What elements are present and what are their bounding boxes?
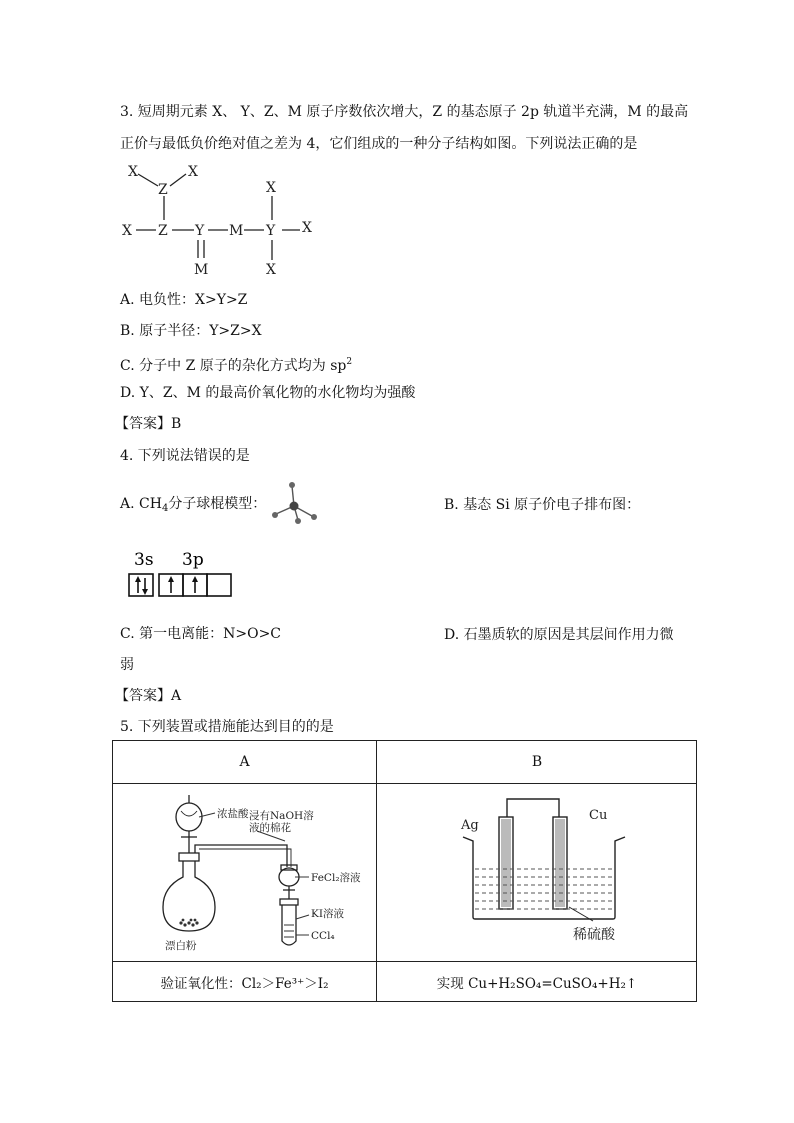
label-ki: KI溶液 bbox=[311, 908, 344, 920]
molecular-structure-diagram bbox=[118, 160, 328, 280]
orbital-label-3p: 3p bbox=[182, 550, 204, 570]
subscript: 4 bbox=[161, 503, 169, 514]
q3-option-d: D. Y、Z、M 的最高价氧化物的水化物均为强酸 bbox=[120, 385, 416, 401]
q4-option-a-prefix: A. CH bbox=[120, 496, 162, 512]
label-ccl4: CCl₄ bbox=[311, 930, 335, 942]
q3-option-a: A. 电负性：X>Y>Z bbox=[120, 292, 248, 308]
q3-answer: 【答案】B bbox=[115, 416, 182, 432]
q3-option-b: B. 原子半径：Y>Z>X bbox=[120, 323, 262, 339]
label-naoh-cotton-1: 浸有NaOH溶 bbox=[249, 810, 314, 822]
label-bleaching-powder: 漂白粉 bbox=[165, 940, 197, 952]
q4-option-a bbox=[120, 494, 266, 519]
ch4-ball-stick-model bbox=[268, 478, 324, 524]
q3-option-c-text: C. 分子中 Z 原子的杂化方式均为 sp bbox=[120, 358, 347, 374]
table-header-a: A bbox=[239, 754, 250, 770]
atom-y: Y bbox=[195, 223, 205, 239]
label-dilute-sulfuric-acid: 稀硫酸 bbox=[573, 927, 615, 943]
q5-stem: 5. 下列装置或措施能达到目的的是 bbox=[120, 719, 334, 735]
atom-z: Z bbox=[158, 182, 168, 198]
chlorine-apparatus-diagram bbox=[153, 791, 361, 961]
q3-stem-line1: 3. 短周期元素 X、 Y、Z、M 原子序数依次增大，Z 的基态原子 2p 轨道半充满，M 的最高 bbox=[120, 104, 689, 120]
q4-option-a-suffix: 分子球棍模型： bbox=[168, 496, 267, 512]
atom-x: X bbox=[122, 223, 132, 239]
q5-table bbox=[112, 740, 697, 1002]
q3-option-c bbox=[120, 352, 352, 376]
orbital-label-3s: 3s bbox=[134, 550, 154, 570]
atom-x: X bbox=[266, 262, 276, 278]
atom-m: M bbox=[194, 262, 209, 278]
q4-option-d-cont: 弱 bbox=[120, 657, 134, 673]
atom-z: Z bbox=[158, 223, 168, 239]
q4-option-b: B. 基态 Si 原子价电子排布图： bbox=[444, 497, 641, 513]
superscript: 2 bbox=[346, 357, 353, 367]
si-orbital-diagram bbox=[126, 548, 236, 600]
q4-option-c: C. 第一电离能：N>O>C bbox=[120, 626, 282, 642]
label-naoh-cotton-2: 液的棉花 bbox=[249, 822, 291, 834]
label-ag: Ag bbox=[461, 818, 479, 833]
atom-x: X bbox=[266, 180, 276, 196]
atom-x: X bbox=[302, 220, 312, 236]
q4-stem: 4. 下列说法错误的是 bbox=[120, 448, 250, 464]
atom-x: X bbox=[188, 164, 198, 180]
caption-b: 实现 Cu+H₂SO₄=CuSO₄+H₂↑ bbox=[436, 976, 638, 992]
atom-y: Y bbox=[266, 223, 276, 239]
galvanic-cell-diagram bbox=[453, 789, 643, 959]
q4-option-d: D. 石墨质软的原因是其层间作用力微 bbox=[444, 627, 674, 643]
label-concentrated-hcl: 浓盐酸 bbox=[217, 808, 249, 820]
label-fecl2: FeCl₂溶液 bbox=[311, 872, 361, 884]
q4-answer: 【答案】A bbox=[115, 688, 182, 704]
atom-x: X bbox=[128, 164, 138, 180]
caption-a: 验证氧化性：Cl₂＞Fe³⁺＞I₂ bbox=[160, 976, 329, 992]
table-header-b: B bbox=[531, 754, 543, 770]
atom-m: M bbox=[229, 223, 244, 239]
label-cu: Cu bbox=[589, 808, 608, 823]
q3-stem-line2: 正价与最低负价绝对值之差为 4，它们组成的一种分子结构如图。下列说法正确的是 bbox=[120, 136, 638, 152]
